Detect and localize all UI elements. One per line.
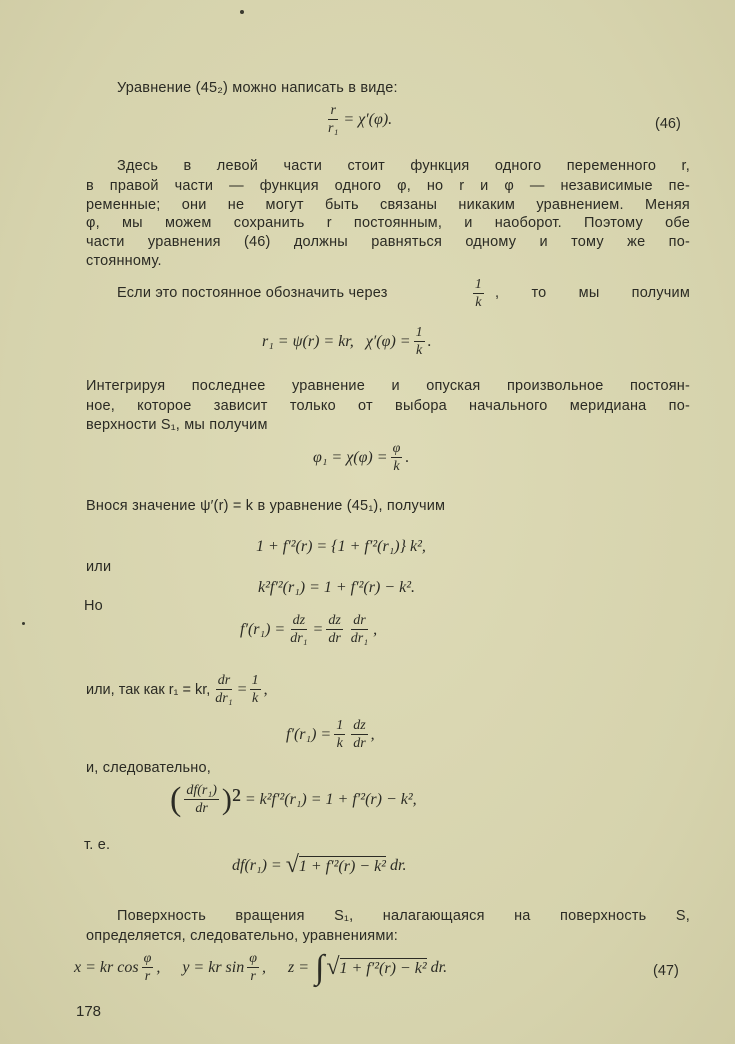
punctuation: , bbox=[373, 620, 378, 638]
equation-x: x = kr cos bbox=[74, 958, 139, 976]
equation-lhs: df(r₁) = bbox=[232, 856, 282, 874]
equation-lhs: f′(r₁) = bbox=[240, 620, 286, 638]
denominator: r bbox=[250, 969, 256, 984]
radicand: 1 + f′²(r) − k² bbox=[339, 959, 427, 977]
numerator: dr bbox=[217, 673, 231, 688]
denominator: k bbox=[416, 343, 423, 358]
sqrt-sign: √ bbox=[326, 954, 340, 980]
text-but: Но bbox=[84, 598, 103, 614]
equals: = bbox=[237, 680, 247, 698]
equation-lhs: r₁ = ψ(r) = kr, χ′(φ) = bbox=[262, 332, 411, 350]
fraction bbox=[351, 717, 367, 752]
integral-sign: ∫ bbox=[315, 948, 325, 986]
scan-speck bbox=[240, 10, 244, 14]
paragraph-line: Здесь в левой части стоит функция одного переменного r, bbox=[117, 158, 690, 174]
punctuation: , bbox=[370, 725, 375, 743]
differential: dr. bbox=[389, 856, 407, 874]
denominator: dr bbox=[195, 801, 208, 816]
equation-label-46: (46) bbox=[655, 116, 681, 132]
text: Если это постоянное обозначить через bbox=[117, 285, 388, 301]
equation-46 bbox=[323, 102, 392, 137]
denominator: dr bbox=[328, 631, 341, 646]
paragraph-line: Интегрируя последнее уравнение и опуская произвольное постоян- bbox=[86, 378, 690, 394]
punctuation: , bbox=[263, 680, 268, 698]
fraction bbox=[473, 276, 484, 311]
fraction bbox=[288, 612, 309, 647]
equation-a: 1 + f′²(r) = {1 + f′²(r₁)} k², bbox=[256, 538, 426, 555]
fraction bbox=[349, 612, 370, 647]
equation-label-47: (47) bbox=[653, 963, 679, 979]
paragraph-line: ременные; они не могут быть связаны никаким уравнением. Меняя bbox=[86, 197, 690, 213]
equation-z: z = bbox=[287, 958, 309, 976]
denominator: dr bbox=[353, 736, 366, 751]
numerator: 1 bbox=[336, 718, 344, 733]
fraction bbox=[184, 782, 219, 817]
denominator: dr₁ bbox=[350, 631, 369, 646]
paren-close: )² bbox=[221, 782, 241, 816]
fraction-group bbox=[470, 276, 690, 311]
equation-rhs: = k²f′²(r₁) = 1 + f′²(r) − k², bbox=[244, 790, 417, 808]
fraction bbox=[326, 102, 340, 137]
denominator: r₁ bbox=[328, 121, 339, 136]
equation-e bbox=[170, 782, 417, 817]
fraction bbox=[391, 440, 403, 475]
paragraph-substitution: Внося значение ψ′(r) = k в уравнение (45₁), получим bbox=[86, 498, 446, 514]
text-or: или bbox=[86, 559, 112, 575]
differential: dr. bbox=[430, 958, 448, 976]
equation-c bbox=[240, 612, 377, 647]
denominator: k bbox=[336, 736, 343, 751]
equation-f bbox=[232, 852, 406, 879]
fraction bbox=[334, 717, 345, 752]
numerator: 1 bbox=[251, 673, 259, 688]
numerator: dz bbox=[328, 613, 341, 628]
punctuation: . bbox=[427, 332, 432, 350]
punctuation: , bbox=[261, 958, 266, 976]
denominator: dr₁ bbox=[215, 691, 233, 706]
denominator: k bbox=[393, 459, 400, 474]
denominator: k bbox=[475, 295, 482, 310]
paragraph-line: φ, мы можем сохранить r постоянным, и наоборот. Поэтому обе bbox=[86, 215, 690, 231]
scan-speck bbox=[22, 622, 25, 625]
text-consequently: и, следовательно, bbox=[86, 760, 212, 776]
denominator: k bbox=[252, 691, 259, 706]
fraction bbox=[247, 950, 259, 985]
equation-rhs: = χ′(φ). bbox=[343, 110, 393, 128]
numerator: dr bbox=[353, 613, 366, 628]
text: , то мы получим bbox=[495, 285, 690, 301]
denominator: r bbox=[144, 969, 151, 984]
equation-b: k²f′²(r₁) = 1 + f′²(r) − k². bbox=[258, 579, 415, 596]
numerator: dz bbox=[292, 613, 306, 628]
equation-lhs: φ₁ = χ(φ) = bbox=[313, 448, 388, 466]
fraction bbox=[213, 672, 234, 707]
paragraph-intro: Уравнение (45₂) можно написать в виде: bbox=[117, 80, 398, 96]
paragraph-line: верхности S₁, мы получим bbox=[86, 417, 268, 433]
numerator: 1 bbox=[474, 277, 483, 292]
text: или, так как r₁ = kr, bbox=[86, 681, 211, 698]
equation-47 bbox=[74, 950, 447, 985]
equation-constant bbox=[262, 324, 432, 359]
equation-phi bbox=[313, 440, 409, 475]
punctuation: , bbox=[156, 958, 161, 976]
numerator: dz bbox=[353, 718, 366, 733]
text-ie: т. е. bbox=[84, 837, 111, 853]
sqrt-sign: √ bbox=[285, 852, 299, 878]
fraction bbox=[142, 950, 154, 985]
paragraph-line: ное, которое зависит только от выбора начального меридиана по- bbox=[86, 398, 690, 414]
paragraph-line: Поверхность вращения S₁, налагающаяся на поверхность S, bbox=[117, 908, 690, 924]
denominator: dr₁ bbox=[290, 631, 308, 646]
paragraph-line: определяется, следовательно, уравнениями: bbox=[86, 928, 399, 944]
paragraph-line: части уравнения (46) должны равняться одному и тому же по- bbox=[86, 234, 690, 250]
numerator: df(r₁) bbox=[186, 783, 217, 798]
equation-y: y = kr sin bbox=[182, 958, 245, 976]
radicand: 1 + f′²(r) − k² bbox=[298, 857, 386, 875]
numerator: 1 bbox=[415, 325, 423, 340]
paragraph-line: стоянному. bbox=[86, 253, 162, 269]
page-number: 178 bbox=[76, 1003, 102, 1020]
numerator: r bbox=[330, 103, 336, 118]
fraction bbox=[414, 324, 425, 359]
fraction bbox=[326, 612, 342, 647]
paragraph-since bbox=[86, 672, 268, 707]
numerator: φ bbox=[143, 951, 152, 966]
equation-d bbox=[286, 717, 375, 752]
paragraph-line: в правой части — функция одного φ, но r и φ — независимые пе- bbox=[86, 178, 690, 194]
punctuation: . bbox=[405, 448, 410, 466]
paren-open: ( bbox=[170, 780, 182, 818]
paragraph-constant bbox=[117, 276, 690, 311]
equation-lhs: f′(r₁) = bbox=[286, 725, 332, 743]
numerator: φ bbox=[249, 951, 257, 966]
fraction bbox=[250, 672, 261, 707]
numerator: φ bbox=[392, 441, 401, 456]
equals: = bbox=[312, 620, 324, 638]
